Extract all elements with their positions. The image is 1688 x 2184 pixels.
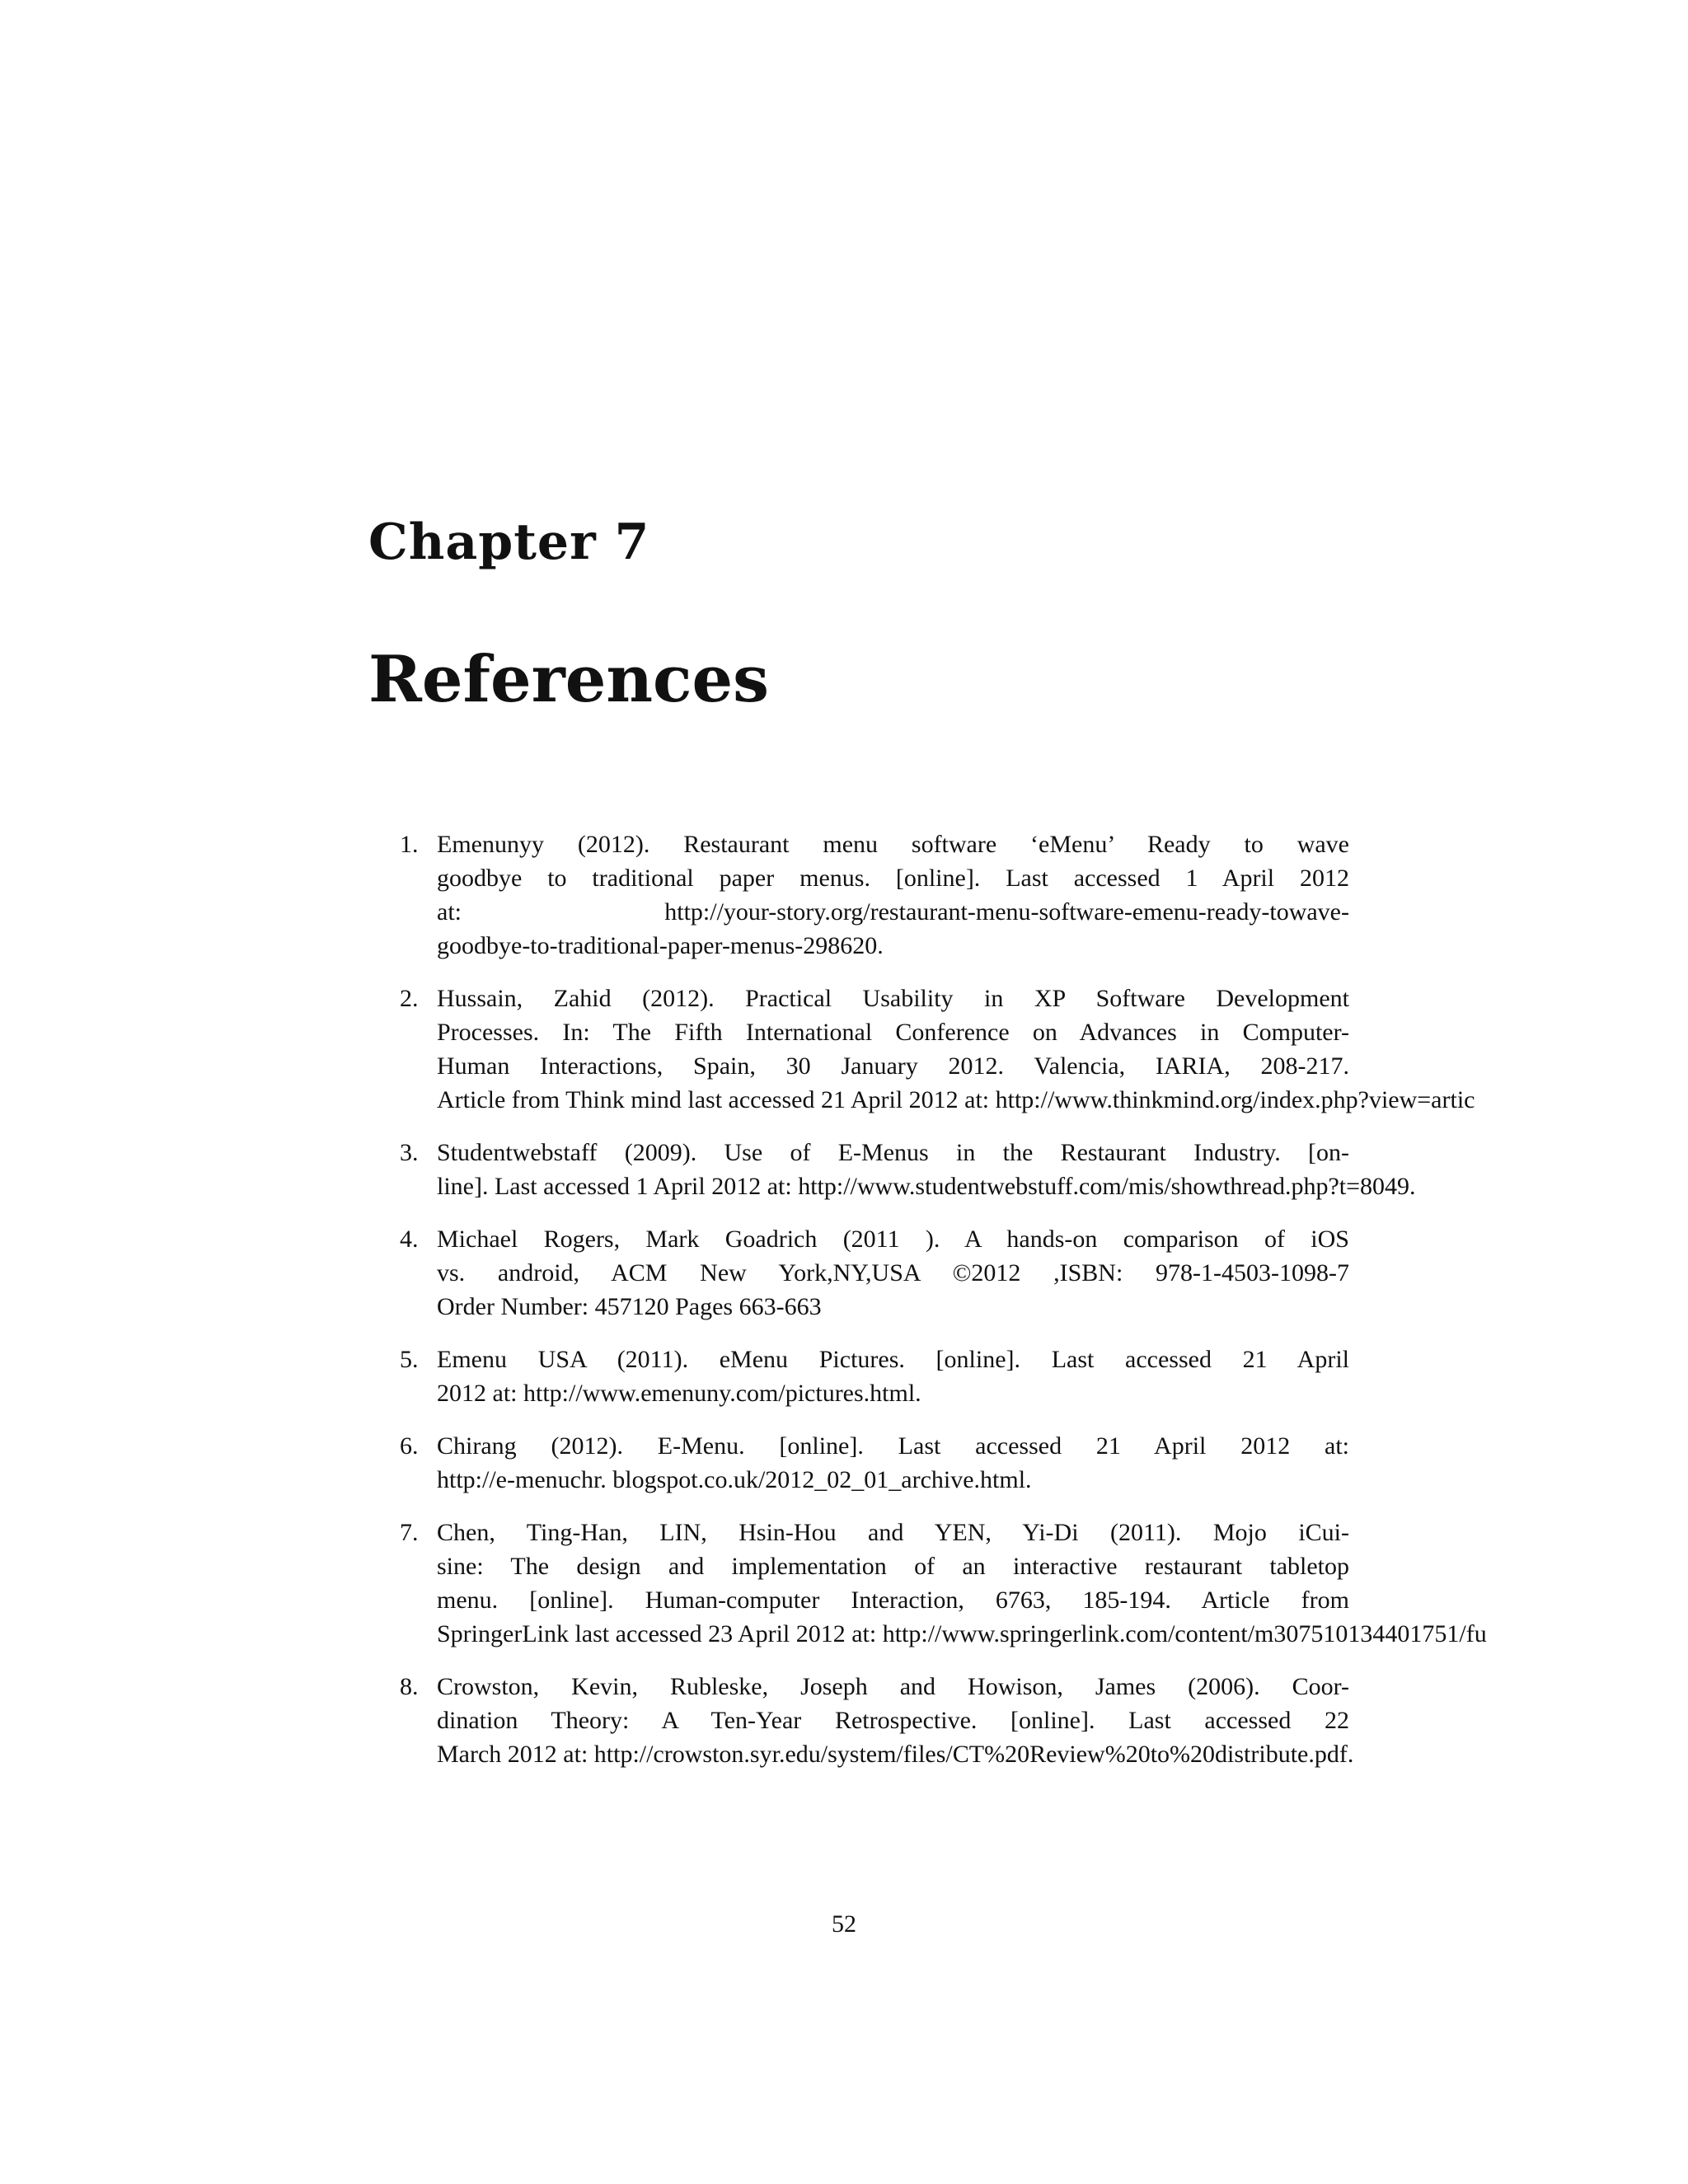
reference-item — [400, 1670, 1688, 1771]
reference-number: 2. — [400, 985, 419, 1012]
reference-link-line[interactable]: at: http://your-story.org/restaurant-menu-software-emenu-ready-towave- — [437, 898, 1349, 926]
reference-number: 6. — [400, 1432, 419, 1460]
reference-text — [437, 827, 1688, 963]
reference-item — [400, 1429, 1688, 1497]
reference-line: goodbye to traditional paper menus. [online]. Last accessed 1 April 2012 — [437, 865, 1349, 892]
reference-number: 4. — [400, 1226, 419, 1253]
reference-list — [400, 827, 1688, 1790]
reference-line: vs. android, ACM New York,NY,USA ©2012 ,ISBN: 978-1-4503-1098-7 — [437, 1259, 1349, 1286]
reference-text — [437, 1222, 1688, 1324]
reference-line: menu. [online]. Human-computer Interaction, 6763, 185-194. Article from — [437, 1586, 1349, 1614]
reference-item — [400, 1222, 1688, 1324]
reference-line: Processes. In: The Fifth International Conference on Advances in Computer- — [437, 1019, 1349, 1046]
reference-number: 1. — [400, 831, 419, 858]
reference-line: dination Theory: A Ten-Year Retrospective. [online]. Last accessed 22 — [437, 1707, 1349, 1734]
reference-line: Order Number: 457120 Pages 663-663 — [437, 1293, 822, 1320]
reference-line: Hussain, Zahid (2012). Practical Usability in XP Software Development — [437, 985, 1349, 1012]
reference-link-line[interactable]: 2012 at: http://www.emenuny.com/pictures.html. — [437, 1380, 921, 1407]
reference-number: 3. — [400, 1139, 419, 1166]
reference-link-line[interactable]: SpringerLink last accessed 23 April 2012 at: http://www.springerlink.com/content/m307510134401751/fu — [437, 1620, 1487, 1647]
reference-line: Studentwebstaff (2009). Use of E-Menus in the Restaurant Industry. [on- — [437, 1139, 1349, 1166]
reference-item — [400, 827, 1688, 963]
reference-item — [400, 1516, 1688, 1651]
reference-line: Human Interactions, Spain, 30 January 2012. Valencia, IARIA, 208-217. — [437, 1052, 1349, 1080]
reference-number: 7. — [400, 1519, 419, 1546]
reference-text — [437, 1670, 1688, 1771]
reference-line: Emenunyy (2012). Restaurant menu software ‘eMenu’ Ready to wave — [437, 831, 1349, 858]
reference-line: Chirang (2012). E-Menu. [online]. Last accessed 21 April 2012 at: — [437, 1432, 1349, 1460]
reference-link-line[interactable]: goodbye-to-traditional-paper-menus-298620. — [437, 932, 884, 959]
reference-text — [437, 1429, 1688, 1497]
reference-text — [437, 1343, 1688, 1410]
reference-link-line[interactable]: http://e-menuchr. blogspot.co.uk/2012_02_01_archive.html. — [437, 1466, 1032, 1493]
chapter-title: References — [368, 642, 770, 717]
reference-link-line[interactable]: Article from Think mind last accessed 21 April 2012 at: http://www.thinkmind.org/index.php?view=artic — [437, 1086, 1475, 1113]
reference-text — [437, 1136, 1688, 1203]
reference-link-line[interactable]: March 2012 at: http://crowston.syr.edu/system/files/CT%20Review%20to%20distribute.pdf. — [437, 1741, 1354, 1768]
reference-line: Crowston, Kevin, Rubleske, Joseph and Howison, James (2006). Coor- — [437, 1673, 1349, 1700]
reference-item — [400, 982, 1688, 1117]
reference-text — [437, 1516, 1688, 1651]
reference-number: 8. — [400, 1673, 419, 1700]
chapter-label: Chapter 7 — [368, 513, 650, 571]
reference-item — [400, 1136, 1688, 1203]
reference-number: 5. — [400, 1346, 419, 1373]
reference-link-line[interactable]: line]. Last accessed 1 April 2012 at: http://www.studentwebstuff.com/mis/showthread.php?t=8049. — [437, 1173, 1416, 1200]
reference-item — [400, 1343, 1688, 1410]
reference-line: Michael Rogers, Mark Goadrich (2011 ). A hands-on comparison of iOS — [437, 1226, 1349, 1253]
reference-text — [437, 982, 1688, 1117]
reference-line: Emenu USA (2011). eMenu Pictures. [online]. Last accessed 21 April — [437, 1346, 1349, 1373]
page-number: 52 — [832, 1910, 856, 1938]
reference-line: sine: The design and implementation of an interactive restaurant tabletop — [437, 1553, 1349, 1580]
reference-line: Chen, Ting-Han, LIN, Hsin-Hou and YEN, Yi-Di (2011). Mojo iCui- — [437, 1519, 1349, 1546]
